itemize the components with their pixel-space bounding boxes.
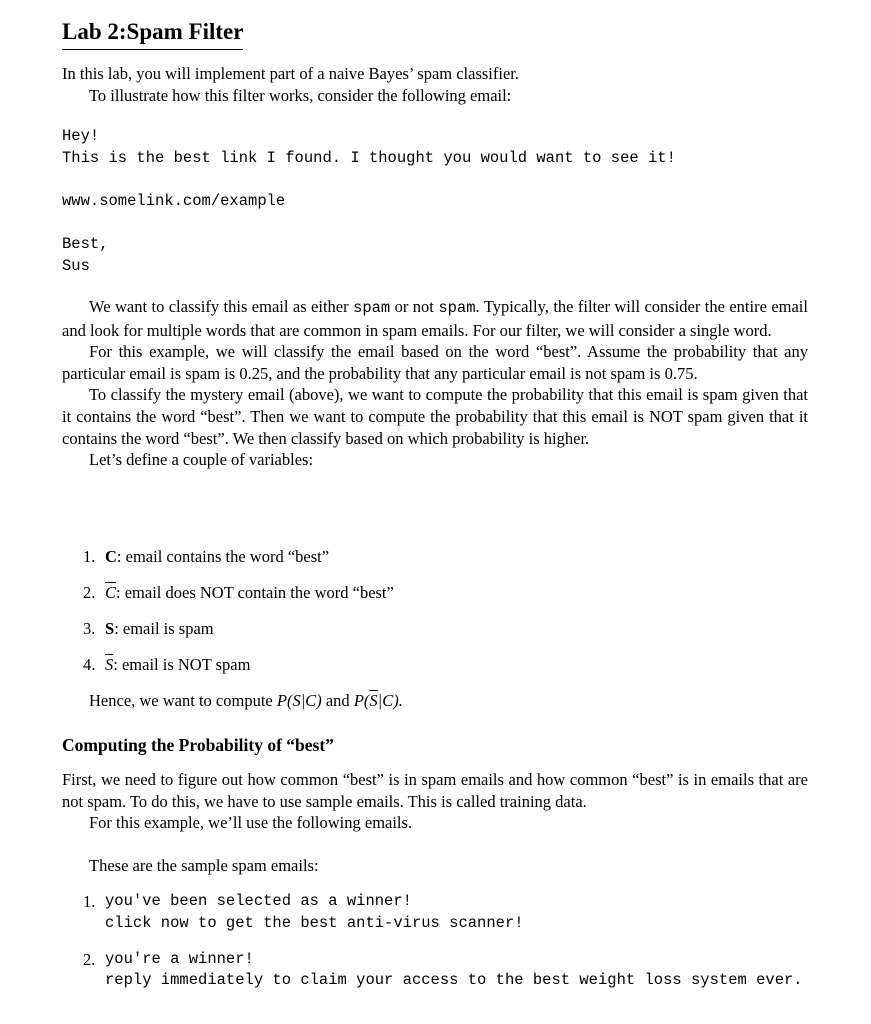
math: ( [363, 691, 370, 710]
variable-symbol: $\overline{C}$ [105, 583, 117, 603]
samples-list [62, 891, 808, 992]
email-name: Sus [62, 256, 90, 275]
math: |C). [377, 691, 403, 710]
intro-line-2: To illustrate how this filter works, consider the following email: [89, 85, 512, 105]
list-item [62, 891, 808, 934]
variable-desc: : email contains the word “best” [116, 547, 330, 566]
text: Hence, we want to compute [89, 691, 277, 710]
intro-line-1: In this lab, you will implement part of a naive Bayes’ spam classifier. [62, 64, 519, 83]
list-item [62, 546, 808, 568]
math: $\overline{S}$ [369, 691, 378, 710]
paragraph-classify [62, 296, 808, 341]
text: We want to classify this email as either [89, 297, 354, 316]
list-item [62, 582, 808, 604]
variable-desc: : email is spam [114, 619, 214, 639]
email-line: This is the best link I found. I thought you would want to see it! [62, 148, 676, 167]
sample-line: reply immediately to claim your access to the best weight loss system ever. [105, 971, 803, 990]
list-number: 1. [83, 892, 96, 911]
list-number: 2. [83, 949, 96, 969]
email-signoff: Best, [62, 234, 109, 253]
variable-symbol: S [105, 619, 115, 639]
email-link: www.somelink.com/example [62, 191, 286, 210]
text: or not [390, 297, 439, 316]
list-number: 4. [83, 655, 96, 675]
list-number: 1. [83, 547, 96, 566]
sample-line: you've been selected as a winner! [105, 892, 412, 910]
math: P [353, 691, 364, 710]
variable-desc: : email does NOT contain the word “best” [116, 583, 394, 603]
list-item [62, 654, 808, 676]
body-paragraphs [62, 296, 808, 471]
text: and [321, 691, 354, 710]
list-item [62, 618, 808, 640]
paragraph-example: For this example, we will classify the email based on the word “best”. Assume the probability that any particular email is spam is 0.25, and the probability that any particular email is not spam is 0.75. [62, 342, 808, 383]
code-spam: spam [438, 299, 476, 317]
variables-list [62, 546, 808, 676]
email-greeting: Hey! [62, 127, 100, 145]
paragraph-mystery: To classify the mystery email (above), we want to compute the probability that this email is spam given that it contains the word “best”. Then we want to compute the probability that this email is NOT spam given that it contains the word “best”. We then classify based on which probability is higher. [62, 385, 808, 448]
list-item [62, 949, 808, 992]
section-heading: Computing the Probability of “best” [62, 735, 334, 755]
list-number: 2. [83, 583, 96, 603]
paragraph-variables: Let’s define a couple of variables: [89, 450, 314, 470]
section-paragraph: First, we need to figure out how common “best” is in spam emails and how common “best” is in emails that are not spam. To do this, we have to use sample emails. This is called training data. [62, 770, 808, 811]
sample-line: you're a winner! [105, 949, 254, 968]
math: (S|C) [286, 691, 322, 710]
intro [62, 63, 808, 106]
page-title: Lab 2:Spam Filter [62, 18, 243, 50]
math: P [276, 691, 287, 710]
variable-desc: : email is NOT spam [113, 655, 251, 675]
code-spam: spam [353, 299, 391, 317]
hence-text [62, 690, 808, 712]
variable-symbol: C [105, 547, 117, 566]
sample-line: click now to get the best anti-virus scanner! [105, 913, 524, 932]
variable-symbol: $\overline{S}$ [105, 655, 114, 675]
section-paragraph: These are the sample spam emails: [89, 855, 319, 875]
list-number: 3. [83, 619, 96, 639]
sample-email [62, 126, 808, 277]
section-paragraph: For this example, we’ll use the following emails. [89, 813, 413, 833]
section-body [62, 769, 808, 876]
hence-line [62, 690, 808, 712]
text: . Typically, the filter will consider the entire email and look for multiple words that are common in spam emails. For our filter, we will consider a single word. [62, 297, 808, 340]
